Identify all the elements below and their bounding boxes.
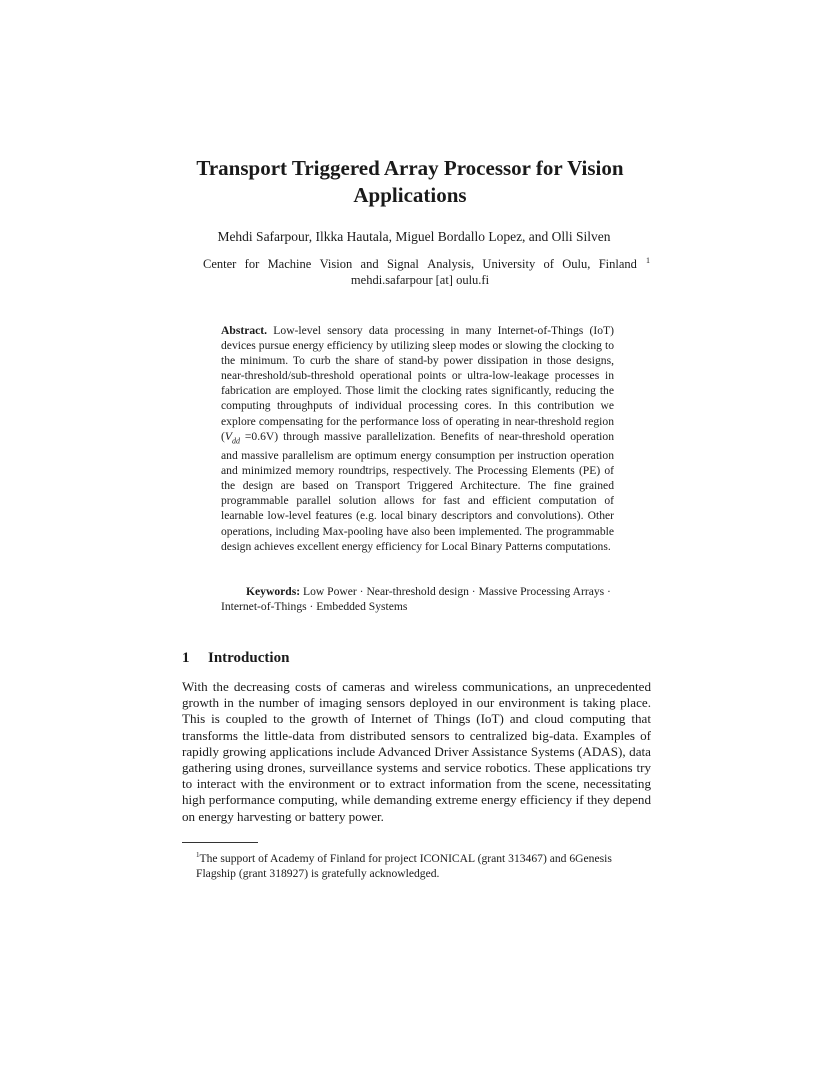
author-list: Mehdi Safarpour, Ilkka Hautala, Miguel Bordallo Lopez, and Olli Silven <box>217 229 611 244</box>
abstract-label: Abstract. <box>221 324 268 337</box>
footnote-mark: 1 <box>196 851 200 859</box>
keywords-label: Keywords: <box>246 585 301 598</box>
affiliation-word: Center <box>203 257 237 271</box>
section-number: 1 <box>182 650 190 666</box>
abstract-text-continued: =0.6V) through massive parallelization. Benefits of near-threshold operation and massive parallelism are optimum energy consumption per instruction operation and minimized memory roundtrips, respectively. The Processing Elements (PE) of the design are based on Transport Triggered Architecture. The fine grained programmable parallel solution allows for fast and efficient computation of learnable low-level features (e.g. local binary descriptors and convolutions). Other operations, including Max-pooling have also been implemented. The programmable design achieves excellent energy efficiency for Local Binary Patterns computations. <box>221 429 614 553</box>
affiliation-email: mehdi.safarpour [at] oulu.fi <box>350 273 490 287</box>
affiliation-footnote-mark: 1 <box>646 256 650 265</box>
affiliation-word: University <box>482 257 536 271</box>
abstract-text: Low-level sensory data processing in many Internet-of-Things (IoT) devices pursue energy efficiency by utilizing sleep modes or slowing the clocking to the minimum. To curb the share of stand-by power dissipation in those designs, near-threshold/sub-threshold operational points or ultra-low-leakage processes in fabrication are employed. Those limit the clocking rates significantly, reducing the computing throughputs of individual processing cores. In this contribution we explore compensating for the performance loss of operating in near-threshold region ( <box>221 324 614 443</box>
intro-paragraph: With the decreasing costs of cameras and wireless communications, an unprecedented growth in the number of imaging sensors deployed in our environment is taking place. This is coupled to the growth of Internet of Things (IoT) and cloud computing that transforms the little-data from distributed sensors to centralized big-data. Examples of rapidly growing applications include Advanced Driver Assistance Systems (ADAS), data gathering using drones, surveillance systems and service robotics. These applications try to interact with the environment or to extract information from the scene, necessitating high performance computing, while demanding extreme energy efficiency if they depend on energy harvesting or battery power. <box>182 679 651 824</box>
vdd-subscript: dd <box>231 435 240 445</box>
affiliation-word: Vision <box>319 257 353 271</box>
affiliation-word: Oulu, <box>562 257 591 271</box>
footnote-divider <box>182 842 258 843</box>
affiliation-word: and <box>360 257 379 271</box>
abstract <box>221 323 614 554</box>
affiliation-word: Analysis, <box>427 257 475 271</box>
paper-title: Transport Triggered Array Processor for Vision Applications <box>196 156 624 207</box>
footnote-text: The support of Academy of Finland for project ICONICAL (grant 313467) and 6Genesis Flagship (grant 318927) is gratefully acknowledged. <box>196 851 612 881</box>
affiliation-word: Machine <box>267 257 312 271</box>
section-title: Introduction <box>208 650 290 666</box>
affiliation-line <box>203 256 637 272</box>
affiliation-block <box>203 256 637 288</box>
affiliation-word: of <box>543 257 554 271</box>
section-heading <box>182 648 289 668</box>
affiliation-word: Finland <box>598 257 637 271</box>
vdd-symbol: V <box>224 429 232 443</box>
keywords-text: Low Power · Near-threshold design · Massive Processing Arrays · Internet-of-Things · Embedded Systems <box>221 585 611 614</box>
footnote <box>196 848 651 882</box>
keywords <box>221 584 614 614</box>
affiliation-word: Signal <box>386 257 419 271</box>
affiliation-word: for <box>244 257 260 271</box>
